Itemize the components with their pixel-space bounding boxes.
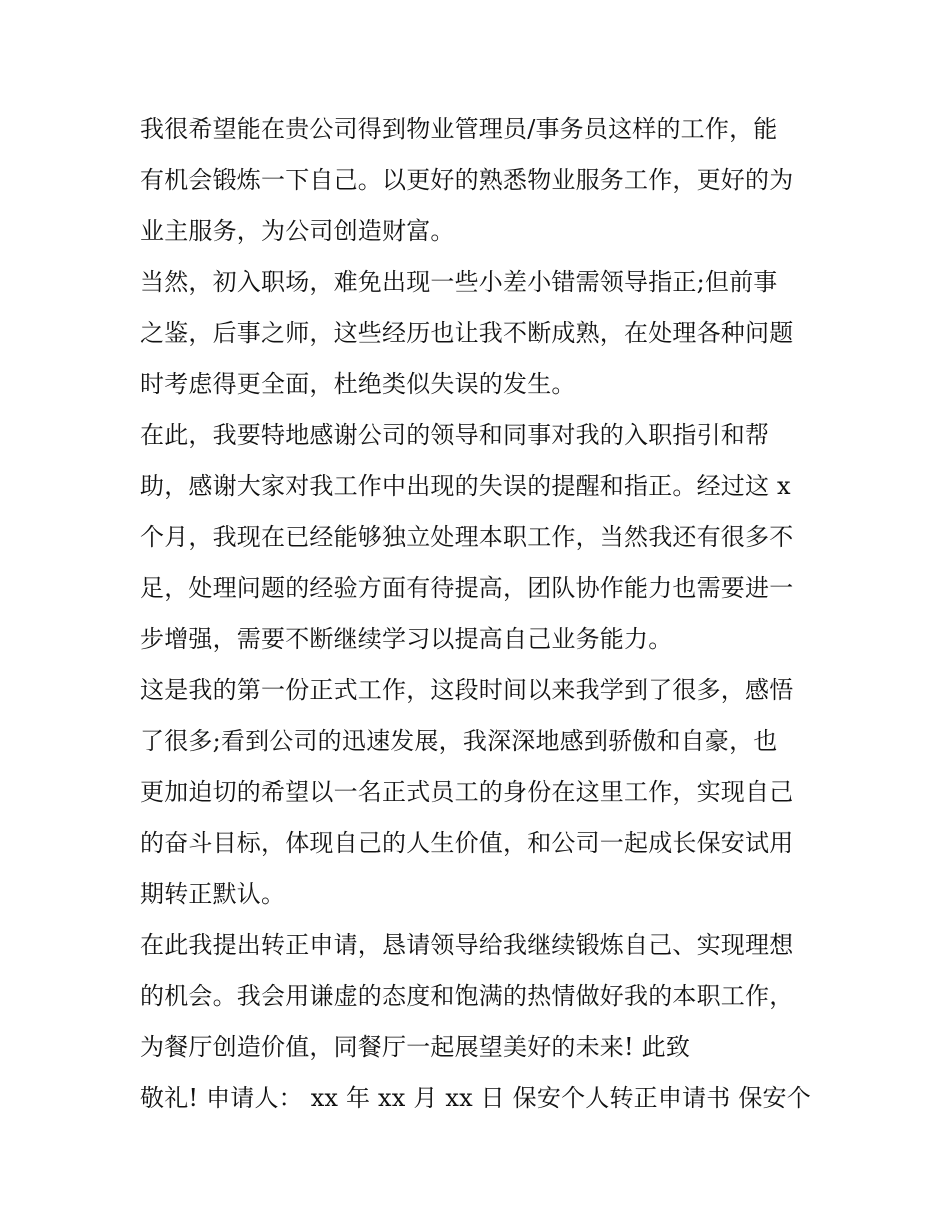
text-line: 足，处理问题的经验方面有待提高，团队协作能力也需要进一 — [140, 574, 794, 602]
text-line: 当然，初入职场，难免出现一些小差小错需领导指正;但前事 — [140, 268, 778, 296]
text-line: 这是我的第一份正式工作，这段时间以来我学到了很多，感悟 — [140, 676, 794, 704]
text-line: 之鉴，后事之师，这些经历也让我不断成熟，在处理各种问题 — [140, 319, 794, 347]
text-line: 的奋斗目标，体现自己的人生价值，和公司一起成长保安试用 — [140, 829, 794, 857]
document-body — [140, 104, 820, 1124]
text-line: 助，感谢大家对我工作中出现的失误的提醒和指正。经过这 x — [140, 472, 791, 500]
text-line: 更加迫切的希望以一名正式员工的身份在这里工作，实现自己 — [140, 778, 794, 806]
text-line: 步增强，需要不断继续学习以提高自己业务能力。 — [140, 625, 673, 653]
text-line: 在此我提出转正申请，恳请领导给我继续锻炼自己、实现理想 — [140, 931, 794, 959]
text-line: 时考虑得更全面，杜绝类似失误的发生。 — [140, 370, 576, 398]
text-line: 了很多;看到公司的迅速发展，我深深地感到骄傲和自豪，也 — [140, 727, 778, 755]
text-line: 在此，我要特地感谢公司的领导和同事对我的入职指引和帮 — [140, 421, 770, 449]
text-line: 的机会。我会用谦虚的态度和饱满的热情做好我的本职工作， — [140, 982, 794, 1010]
text-line: 有机会锻炼一下自己。以更好的熟悉物业服务工作，更好的为 — [140, 166, 794, 194]
text-line: 为餐厅创造价值，同餐厅一起展望美好的未来! 此致 — [140, 1033, 691, 1061]
text-line: 个月，我现在已经能够独立处理本职工作，当然我还有很多不 — [140, 523, 794, 551]
text-line: 我很希望能在贵公司得到物业管理员/事务员这样的工作，能 — [140, 115, 778, 143]
text-line: 敬礼! 申请人： xx 年 xx 月 xx 日 保安个人转正申请书 保安个 — [140, 1084, 811, 1112]
text-line: 业主服务，为公司创造财富。 — [140, 217, 455, 245]
text-line: 期转正默认。 — [140, 880, 286, 908]
